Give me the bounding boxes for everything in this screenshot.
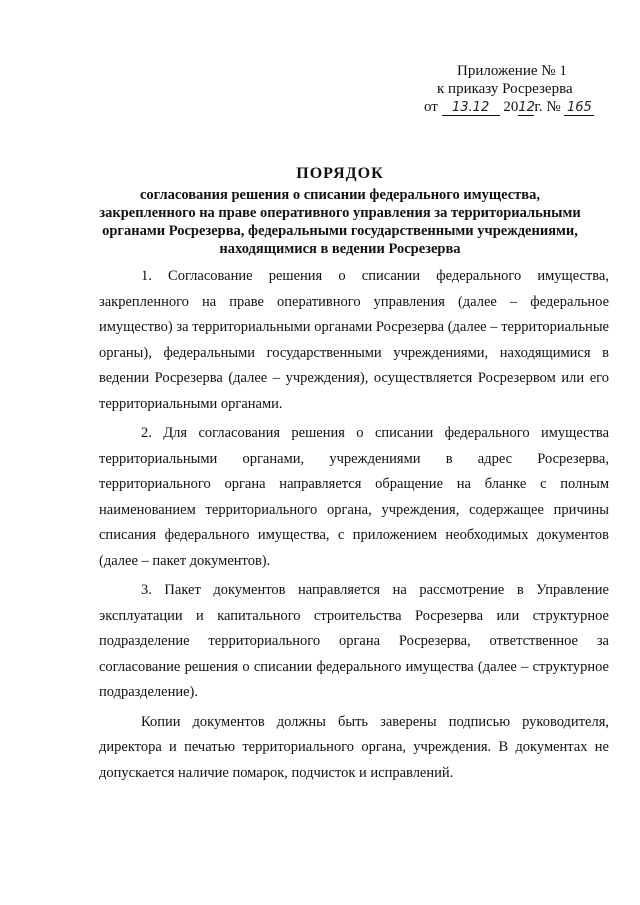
appendix-date-line (424, 98, 624, 116)
handwritten-number: 165 (564, 101, 594, 116)
title-main: ПОРЯДОК (296, 165, 384, 182)
subtitle-line: находящимися в ведении Росрезерва (219, 241, 461, 257)
handwritten-date: 13.12 (442, 101, 500, 116)
year-prefix: 20 (503, 99, 519, 115)
subtitle-line: закрепленного на праве оперативного управления за территориальными (99, 205, 581, 221)
document-body (99, 264, 609, 790)
document-title (60, 165, 620, 258)
paragraph-1: 1. Согласование решения о списании федерального имущества, закрепленного на праве оперативного управления (далее – федеральное имущество) за территориальными органами Росрезерва (далее – территориальные органы), федеральными государственными учреждениями, находящимися в ведении Росрезерва (далее – учреждения), осуществляется Росрезервом или его территориальными органами. (99, 268, 609, 412)
paragraph-2: 2. Для согласования решения о списании федерального имущества территориальными органами, учреждениями в адрес Росрезерва, территориального органа направляется обращение на бланке с полным наименованием территориального органа, учреждения, содержащее причины списания федерального имущества, с приложением необходимых документов (далее – пакет документов). (99, 425, 609, 569)
title-subtitle (60, 186, 620, 258)
handwritten-year: 12 (518, 100, 535, 115)
date-prefix: от (424, 99, 438, 115)
appendix-header (424, 62, 624, 116)
paragraph-4: Копии документов должны быть заверены подписью руководителя, директора и печатью территориального органа, учреждения. В документах не допускается наличие помарок, подчисток и исправлений. (99, 713, 609, 781)
appendix-label: Приложение № 1 (457, 63, 567, 79)
subtitle-line: органами Росрезерва, федеральными государственными учреждениями, (102, 223, 578, 239)
paragraph-3: 3. Пакет документов направляется на рассмотрение в Управление эксплуатации и капитального строительства Росрезерва или структурное подразделение территориального органа Росрезерва, ответственное за согласование решения о списании федерального имущества (далее – структурное подразделение). (99, 582, 609, 700)
appendix-order-ref: к приказу Росрезерва (437, 81, 573, 97)
subtitle-line: согласования решения о списании федерального имущества, (139, 187, 541, 203)
year-suffix: г. № (534, 99, 561, 115)
